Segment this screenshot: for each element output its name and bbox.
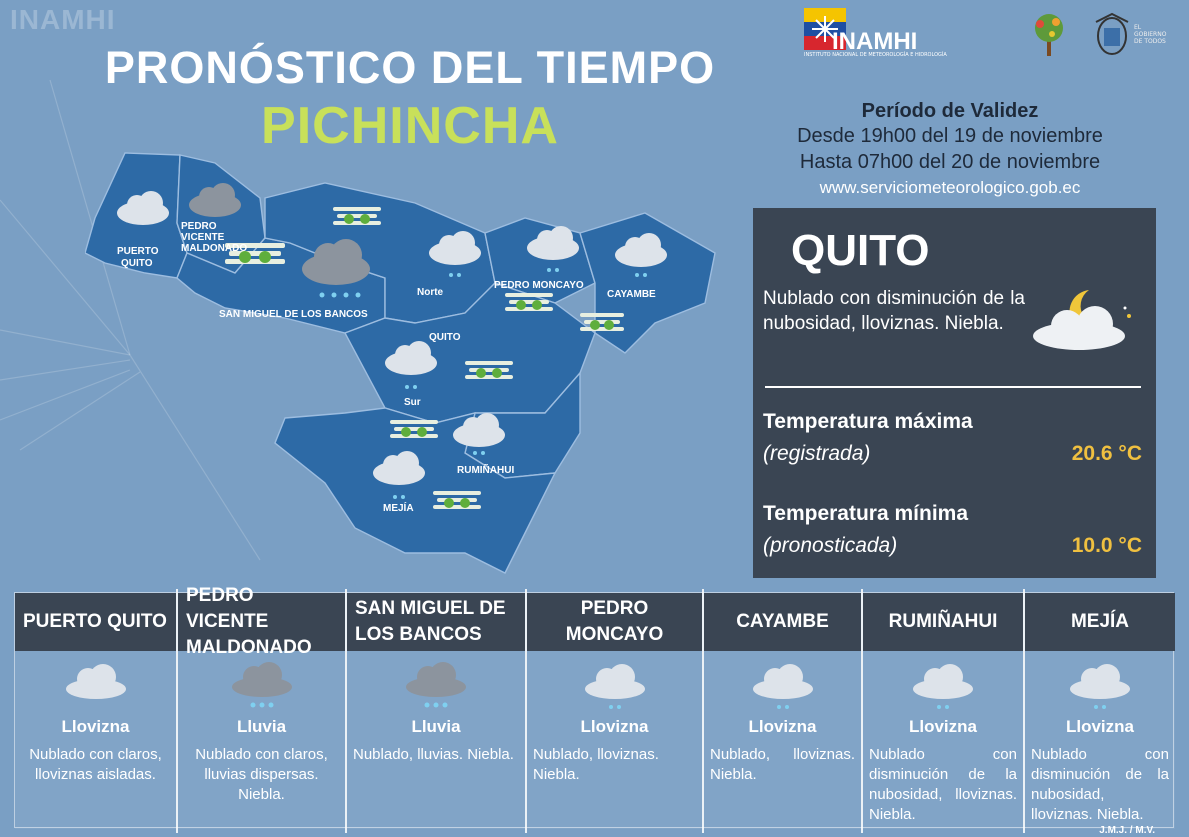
map-label-sur: Sur	[404, 397, 421, 408]
map-label-pvm-1: PEDRO	[181, 221, 217, 232]
canton-description: Nublado con disminución de la nubosidad, lloviznas. Niebla.	[869, 746, 1017, 823]
canton-column	[178, 585, 345, 829]
page-title: PRONÓSTICO DEL TIEMPO	[104, 42, 716, 93]
tmin-label: Temperatura mínima	[763, 502, 969, 525]
map-fog-icon	[580, 313, 624, 331]
government-text: EL GOBIERNO DE TODOS	[1134, 24, 1167, 45]
map-label-puerto-quito: PUERTO	[117, 246, 159, 257]
tmin-value: 10.0 °C	[1071, 534, 1142, 557]
website-link[interactable]: www.serviciometeorologico.gob.ec	[819, 178, 1081, 197]
map-label-cayambe: CAYAMBE	[607, 289, 656, 300]
canton-column	[1025, 593, 1175, 829]
government-logo	[1090, 12, 1172, 58]
map-label-pedro-moncayo: PEDRO MONCAYO	[494, 280, 584, 291]
canton-name: RUMIÑAHUI	[863, 593, 1023, 651]
map-fog-icon	[433, 491, 481, 509]
map-fog-icon	[465, 361, 513, 379]
tmax-sublabel: (registrada)	[763, 442, 871, 465]
drizzle-icon	[908, 661, 978, 711]
canton-name: PEDRO VICENTE MALDONADO	[178, 593, 345, 651]
canton-condition: Llovizna	[61, 717, 130, 736]
canton-name: MEJÍA	[1025, 593, 1175, 651]
map-label-puerto-quito-2: QUITO	[121, 258, 153, 269]
canton-column	[527, 593, 702, 829]
canton-column	[704, 593, 861, 829]
map-label-san-miguel: SAN MIGUEL DE LOS BANCOS	[219, 309, 368, 320]
drizzle-icon	[580, 661, 650, 711]
canton-description: Nublado, lluvias. Niebla.	[353, 746, 514, 763]
map-fog-icon	[333, 207, 381, 225]
map-label-norte: Norte	[417, 287, 444, 298]
watermark: INAMHI	[10, 4, 116, 35]
validity-heading: Período de Validez	[861, 100, 1039, 122]
canton-name: SAN MIGUEL DE LOS BANCOS	[347, 593, 525, 651]
canton-description: Nublado, lloviznas. Niebla.	[533, 746, 659, 783]
tmax-value: 20.6 °C	[1071, 442, 1142, 465]
canton-description: Nublado, lloviznas. Niebla.	[710, 746, 855, 783]
cantons-forecast-table	[14, 585, 1174, 828]
canton-name: PUERTO QUITO	[15, 593, 176, 651]
quito-title: QUITO	[791, 226, 930, 275]
canton-description: Nublado con claros, lloviznas aisladas.	[29, 746, 162, 783]
canton-condition: Llovizna	[908, 717, 977, 736]
canton-condition: Lluvia	[236, 717, 287, 736]
validity-to: Hasta 07h00 del 20 de noviembre	[799, 151, 1101, 173]
credits: J.M.J. / M.V.	[1099, 825, 1155, 836]
map-label-quito: QUITO	[429, 332, 461, 343]
quito-description: Nublado con disminución de la nubosidad, lloviznas. Niebla.	[763, 288, 1025, 334]
canton-name: PEDRO MONCAYO	[527, 593, 702, 651]
rain-icon	[401, 661, 471, 711]
inamhi-logo	[802, 6, 947, 62]
canton-name: CAYAMBE	[704, 593, 861, 651]
canton-condition: Llovizna	[1065, 717, 1134, 736]
inamhi-brand: INAMHI	[832, 28, 918, 55]
canton-column	[15, 593, 176, 829]
drizzle-icon	[1065, 661, 1135, 711]
drizzle-icon	[748, 661, 818, 711]
canton-description: Nublado con claros, lluvias dispersas. Niebla.	[195, 746, 328, 803]
coat-of-arms-icon	[1090, 12, 1134, 58]
logos	[802, 6, 1182, 66]
canton-description: Nublado con disminución de la nubosidad, lloviznas. Niebla.	[1031, 746, 1169, 823]
canton-condition: Llovizna	[580, 717, 649, 736]
rain-icon	[227, 661, 297, 711]
panel-divider	[765, 386, 1141, 388]
canton-column	[863, 593, 1023, 829]
province-title: PICHINCHA	[261, 97, 559, 155]
map-label-ruminahui: RUMIÑAHUI	[457, 465, 515, 476]
map-label-pvm-3: MALDONADO	[181, 243, 248, 254]
map-fog-icon	[505, 293, 553, 311]
tmax-label: Temperatura máxima	[763, 410, 973, 433]
map-label-mejia: MEJÍA	[383, 503, 414, 514]
validity-from: Desde 19h00 del 19 de noviembre	[797, 125, 1103, 147]
inamhi-tagline: INSTITUTO NACIONAL DE METEOROLOGÍA E HIDROLOGÍA	[804, 52, 947, 58]
canton-column	[347, 593, 525, 829]
validity-period	[740, 100, 1160, 201]
partly-cloudy-night-icon	[1029, 286, 1139, 356]
pichincha-map	[85, 143, 725, 583]
drizzle-icon	[61, 661, 131, 711]
canton-condition: Lluvia	[411, 717, 461, 736]
quito-forecast-panel	[753, 208, 1156, 578]
map-fog-icon	[390, 420, 438, 438]
tmin-sublabel: (pronosticada)	[763, 534, 898, 557]
tree-logo-icon	[1028, 12, 1070, 58]
map-label-pvm-2: VICENTE	[181, 232, 225, 243]
canton-condition: Llovizna	[748, 717, 817, 736]
